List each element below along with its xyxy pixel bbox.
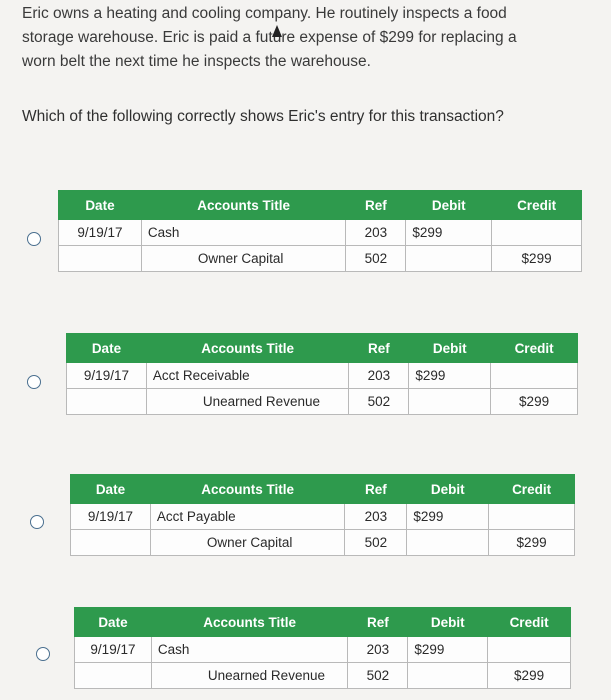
option-3-journal-table [70,474,575,556]
credit-ref: 502 [348,663,408,689]
option-2-radio[interactable] [27,375,41,389]
credit-ref: 502 [345,530,407,556]
empty-date-cell [59,246,142,272]
debit-amount: $299 [407,504,489,530]
header-accounts-title: Accounts Title [151,608,348,637]
table-row-credit [59,246,582,272]
empty-debit-cell [407,530,489,556]
debit-account: Acct Receivable [146,363,349,389]
debit-account: Cash [141,220,346,246]
header-credit: Credit [488,608,571,637]
credit-amount: $299 [488,663,571,689]
header-debit: Debit [407,475,489,504]
debit-ref: 203 [345,504,407,530]
credit-account: Owner Capital [141,246,346,272]
option-2-journal-table [66,333,578,415]
table-header-row [75,608,571,637]
empty-credit-cell [491,363,578,389]
table-header-row [71,475,575,504]
credit-account: Unearned Revenue [146,389,349,415]
header-debit: Debit [408,608,488,637]
entry-date: 9/19/17 [71,504,151,530]
option-4-journal-table [74,607,571,689]
header-date: Date [59,191,142,220]
entry-date: 9/19/17 [67,363,147,389]
mouse-cursor-icon [272,25,282,37]
header-ref: Ref [346,191,406,220]
question-prompt: Which of the following correctly shows Eric's entry for this transaction? [22,108,504,125]
empty-date-cell [75,663,152,689]
credit-amount: $299 [492,246,582,272]
debit-ref: 203 [346,220,406,246]
header-date: Date [71,475,151,504]
debit-ref: 203 [348,637,408,663]
empty-debit-cell [409,389,491,415]
debit-account: Acct Payable [150,504,345,530]
credit-account: Owner Capital [150,530,345,556]
empty-date-cell [67,389,147,415]
question-line-1: Eric owns a heating and cooling company. He routinely inspects a food [22,5,507,22]
header-credit: Credit [491,334,578,363]
question-line-3: worn belt the next time he inspects the warehouse. [22,53,371,70]
credit-ref: 502 [349,389,409,415]
option-1-radio[interactable] [27,232,41,246]
entry-date: 9/19/17 [59,220,142,246]
table-row-credit [71,530,575,556]
option-4-radio[interactable] [36,647,50,661]
table-row-debit [67,363,578,389]
debit-amount: $299 [408,637,488,663]
entry-date: 9/19/17 [75,637,152,663]
debit-amount: $299 [409,363,491,389]
credit-amount: $299 [491,389,578,415]
header-ref: Ref [345,475,407,504]
table-row-credit [75,663,571,689]
credit-account: Unearned Revenue [151,663,348,689]
table-row-debit [75,637,571,663]
header-date: Date [67,334,147,363]
credit-amount: $299 [489,530,575,556]
question-text [22,2,592,74]
debit-account: Cash [151,637,348,663]
empty-debit-cell [406,246,492,272]
header-accounts-title: Accounts Title [141,191,346,220]
header-debit: Debit [406,191,492,220]
table-row-debit [59,220,582,246]
table-header-row [67,334,578,363]
header-ref: Ref [348,608,408,637]
header-ref: Ref [349,334,409,363]
empty-debit-cell [408,663,488,689]
table-row-debit [71,504,575,530]
header-credit: Credit [489,475,575,504]
header-accounts-title: Accounts Title [146,334,349,363]
header-date: Date [75,608,152,637]
option-1-journal-table [58,190,582,272]
option-3-radio[interactable] [30,515,44,529]
question-line-2: storage warehouse. Eric is paid a future expense of $299 for replacing a [22,29,517,46]
debit-ref: 203 [349,363,409,389]
empty-credit-cell [489,504,575,530]
header-accounts-title: Accounts Title [150,475,345,504]
empty-credit-cell [488,637,571,663]
empty-credit-cell [492,220,582,246]
table-row-credit [67,389,578,415]
header-debit: Debit [409,334,491,363]
credit-ref: 502 [346,246,406,272]
empty-date-cell [71,530,151,556]
header-credit: Credit [492,191,582,220]
table-header-row [59,191,582,220]
debit-amount: $299 [406,220,492,246]
